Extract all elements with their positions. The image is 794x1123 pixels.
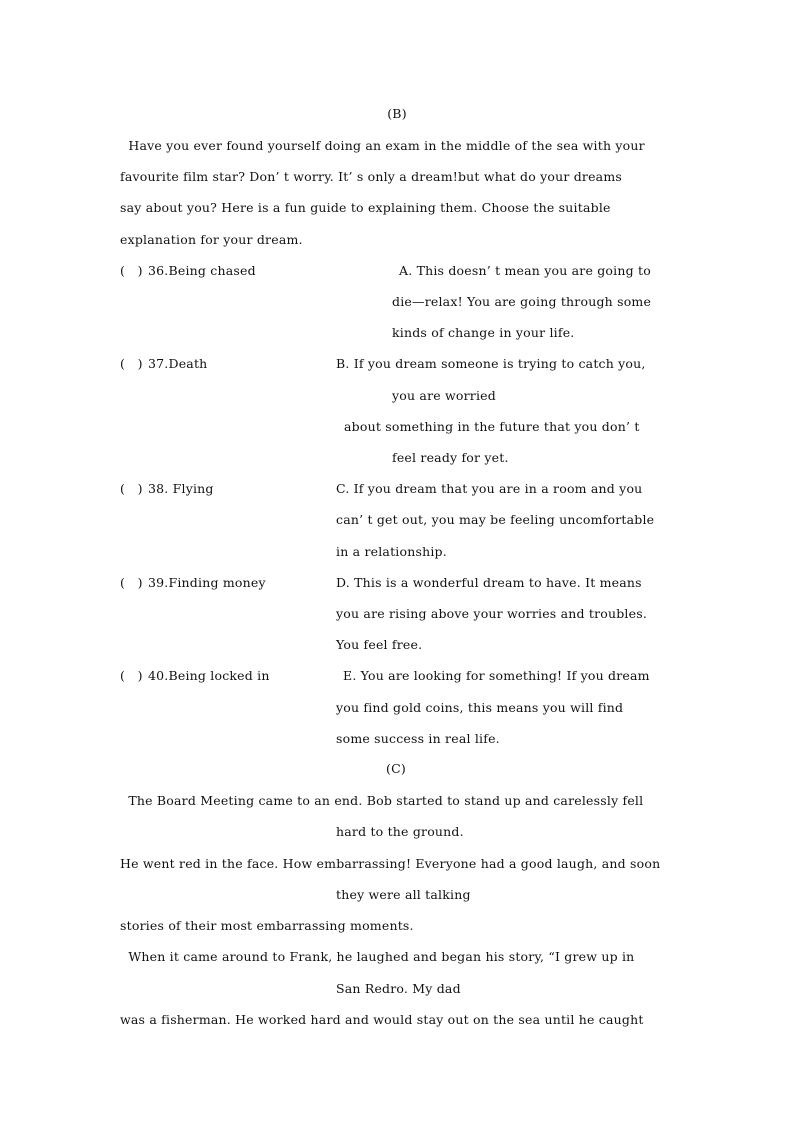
answer-blank[interactable]: ( ) [120, 263, 143, 278]
option-e-line: some success in real life. [336, 731, 500, 746]
passage-line: He went red in the face. How embarrassing! Everyone had a good laugh, and soon [120, 856, 661, 871]
intro-line: favourite film star? Don’ t worry. It’ s only a dream!but what do your dreams [120, 169, 623, 184]
option-a-line: die—relax! You are going through some [392, 294, 652, 309]
option-e-line: E. You are looking for something! If you dream [343, 668, 650, 683]
option-e-line: you find gold coins, this means you will find [336, 700, 624, 715]
option-b-line: B. If you dream someone is trying to catch you, [336, 356, 646, 371]
option-a-line: A. This doesn’ t mean you are going to [399, 263, 651, 278]
option-c-line: C. If you dream that you are in a room and you [336, 481, 643, 496]
section-b-heading: (B) [387, 106, 407, 121]
option-d-line: you are rising above your worries and troubles. [336, 606, 648, 621]
option-b-line: feel ready for yet. [392, 450, 509, 465]
option-d-line: D. This is a wonderful dream to have. It means [336, 575, 642, 590]
passage-line: San Redro. My dad [336, 981, 461, 996]
passage-line: The Board Meeting came to an end. Bob started to stand up and carelessly fell [120, 793, 644, 808]
intro-line: say about you? Here is a fun guide to explaining them. Choose the suitable [120, 200, 611, 215]
question-label: 39.Finding money [148, 575, 266, 590]
answer-blank[interactable]: ( ) [120, 575, 143, 590]
question-label: 40.Being locked in [148, 668, 270, 683]
passage-line: stories of their most embarrassing moments. [120, 918, 414, 933]
question-label: 38. Flying [148, 481, 214, 496]
answer-blank[interactable]: ( ) [120, 668, 143, 683]
question-label: 37.Death [148, 356, 208, 371]
question-label: 36.Being chased [148, 263, 256, 278]
passage-line: was a fisherman. He worked hard and would stay out on the sea until he caught [120, 1012, 644, 1027]
option-a-line: kinds of change in your life. [392, 325, 575, 340]
passage-line: hard to the ground. [336, 824, 464, 839]
option-b-line: you are worried [392, 388, 496, 403]
option-d-line: You feel free. [336, 637, 423, 652]
answer-blank[interactable]: ( ) [120, 481, 143, 496]
option-c-line: can’ t get out, you may be feeling uncomfortable [336, 512, 655, 527]
intro-line: explanation for your dream. [120, 232, 303, 247]
passage-line: When it came around to Frank, he laughed and began his story, “I grew up in [120, 949, 635, 964]
passage-line: they were all talking [336, 887, 471, 902]
option-b-line: about something in the future that you don’ t [344, 419, 640, 434]
intro-line: Have you ever found yourself doing an exam in the middle of the sea with your [120, 138, 645, 153]
option-c-line: in a relationship. [336, 544, 447, 559]
section-c-heading: (C) [386, 761, 406, 776]
answer-blank[interactable]: ( ) [120, 356, 143, 371]
